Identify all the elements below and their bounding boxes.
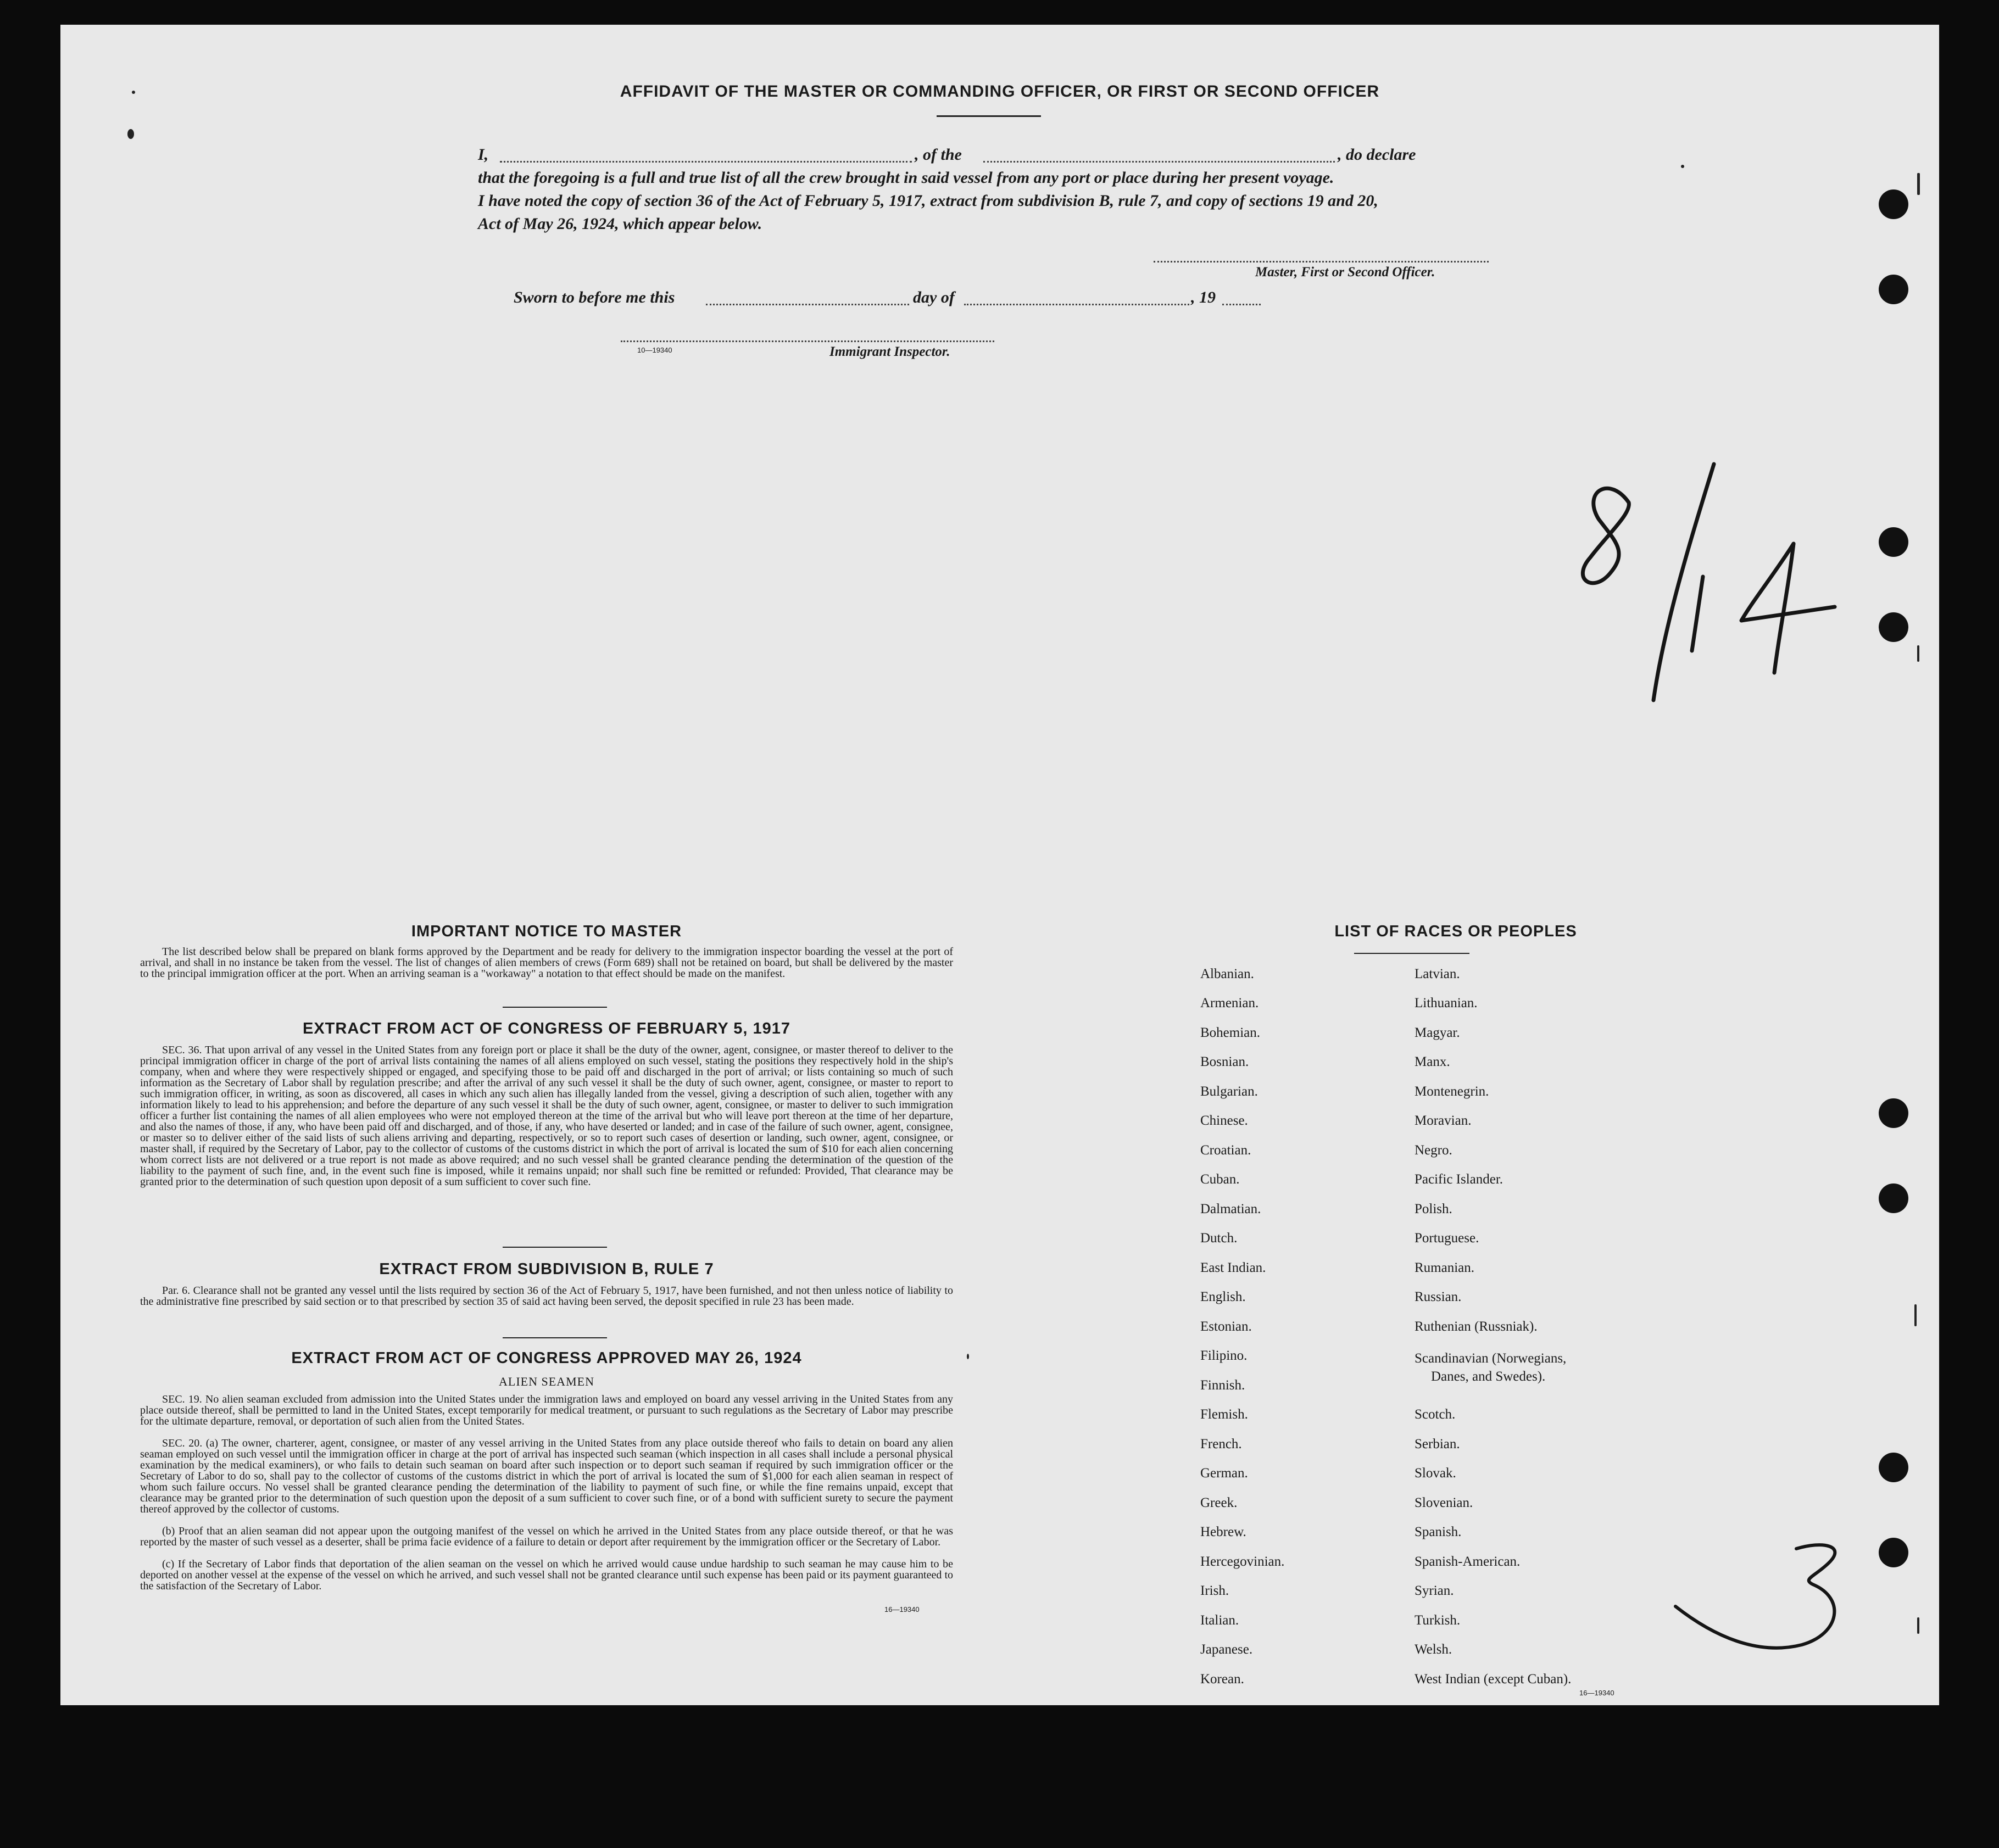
- race-item: Slovenian.: [1415, 1495, 1473, 1510]
- race-item: Greek.: [1200, 1495, 1238, 1510]
- race-item: Manx.: [1415, 1054, 1450, 1069]
- rule7-text: Par. 6. Clearance shall not be granted any vessel until the lists required by section 36 of the Act of February 5, 1917, have been furnished, and not then unless notice of liability to the administrative fine prescribed by said section or to that prescribed by section 35 of said act having been served, the deposit specified in rule 23 has been made.: [140, 1285, 953, 1308]
- rule7-title: EXTRACT FROM SUBDIVISION B, RULE 7: [379, 1260, 714, 1278]
- race-item: West Indian (except Cuban).: [1415, 1672, 1572, 1687]
- race-item: Irish.: [1200, 1583, 1229, 1598]
- race-item: Italian.: [1200, 1613, 1239, 1628]
- alien-seamen-subtitle: ALIEN SEAMEN: [499, 1375, 594, 1388]
- sec20c-text: (c) If the Secretary of Labor finds that deportation of the alien seaman on the vessel on which he arrived would cause undue hardship to such seaman he may cause him to be deported on another vessel at the expense of the vessel on which he arrived, and such vessel shall not be granted clearance until such expense has been paid or its payment guaranteed to the satisfaction of the Secretary of Labor.: [140, 1558, 953, 1592]
- race-item: Hebrew.: [1200, 1525, 1246, 1539]
- document-sheet: [60, 25, 1939, 1705]
- race-item: Montenegrin.: [1415, 1084, 1489, 1099]
- race-item: Cuban.: [1200, 1172, 1240, 1187]
- i-label: I,: [478, 146, 489, 164]
- sec20a-text: SEC. 20. (a) The owner, charterer, agent, consignee, or master of any vessel arriving in the United States from any place outside thereof who fails to detain on board any alien seaman employed on such vessel until the immigration officer in charge at the port of arrival has inspected such seaman (which inspection in all cases shall include a personal physical examination by the medical examiners), or who fails to detain such seaman on board after such inspection or to deport such seaman if required by such immigration officer or the Secretary of Labor to do so, shall pay to the collector of customs of the customs district in which the port of arrival is located the sum of $1,000 for each alien seaman in respect of whom such failure occurs. No vessel shall be granted clearance pending the determination of the liability to payment of such fine, or while the fine remains unpaid, except that clearance may be granted prior to the determination of such question upon the deposit of a sum sufficient to cover such fine, or of a bond with sufficient surety to secure the payment thereof approved by the collector of customs.: [140, 1437, 953, 1515]
- handwritten-mark: [1664, 1529, 1868, 1661]
- master-signature-line: [1154, 261, 1489, 263]
- race-item: Spanish-American.: [1415, 1554, 1521, 1569]
- notice-title: IMPORTANT NOTICE TO MASTER: [411, 923, 682, 940]
- extract-1917-title: EXTRACT FROM ACT OF CONGRESS OF FEBRUARY 5, 1917: [302, 1020, 791, 1037]
- sworn-label: Sworn to before me this: [514, 288, 675, 306]
- notice-rule: [503, 1007, 607, 1008]
- binder-hole: [1879, 1453, 1908, 1482]
- race-item: Moravian.: [1415, 1113, 1472, 1128]
- race-item: Filipino.: [1200, 1348, 1248, 1363]
- vessel-blank: [983, 161, 1335, 163]
- sworn-month-blank: [964, 304, 1189, 305]
- do-declare-label: , do declare: [1338, 146, 1416, 164]
- extract-1917-rule: [503, 1247, 607, 1248]
- race-item: Magyar.: [1415, 1025, 1460, 1040]
- sec20b-text: (b) Proof that an alien seaman did not appear upon the outgoing manifest of the vessel on which he arrived in the United States from any place outside thereof, or that he was reported by the master of such vessel as a deserter, shall be prima facie evidence of a failure to detain or deport after requirement by the immigration officer or the Secretary of Labor.: [140, 1525, 953, 1548]
- binder-hole: [1879, 275, 1908, 304]
- master-signature-label: Master, First or Second Officer.: [1255, 265, 1435, 280]
- race-item: Polish.: [1415, 1202, 1452, 1216]
- form-number-top: 10—19340: [637, 346, 672, 354]
- race-item: French.: [1200, 1437, 1242, 1451]
- sworn-line: [514, 288, 1216, 307]
- race-item: Japanese.: [1200, 1642, 1253, 1657]
- race-item: Estonian.: [1200, 1319, 1252, 1334]
- race-item: Lithuanian.: [1415, 996, 1478, 1010]
- race-item: Chinese.: [1200, 1113, 1248, 1128]
- year-label: , 19: [1191, 288, 1216, 306]
- race-item: Finnish.: [1200, 1378, 1245, 1393]
- race-item: Portuguese.: [1415, 1231, 1479, 1246]
- race-item: German.: [1200, 1466, 1248, 1481]
- race-item: Scandinavian (Norwegians,: [1415, 1351, 1567, 1366]
- race-item: Croatian.: [1200, 1143, 1251, 1158]
- race-item: Serbian.: [1415, 1437, 1460, 1451]
- affidavit-line1: [478, 146, 1571, 164]
- binder-hole: [1879, 527, 1908, 557]
- binder-hole: [1879, 1183, 1908, 1213]
- race-item: East Indian.: [1200, 1260, 1266, 1275]
- binder-hole: [1879, 1538, 1908, 1567]
- race-item: Turkish.: [1415, 1613, 1461, 1628]
- name-blank: [500, 161, 912, 163]
- sworn-day-blank: [706, 304, 909, 305]
- race-item: Negro.: [1415, 1143, 1452, 1158]
- race-item: Ruthenian (Russniak).: [1415, 1319, 1538, 1334]
- race-item: Korean.: [1200, 1672, 1244, 1687]
- binder-hole: [1879, 612, 1908, 642]
- form-number-left: 16—19340: [884, 1605, 920, 1613]
- race-item: Albanian.: [1200, 967, 1254, 981]
- race-item: Armenian.: [1200, 996, 1259, 1010]
- day-of-label: day of: [913, 288, 955, 306]
- affidavit-line2: that the foregoing is a full and true list of all the crew brought in said vessel from any port or place during her present voyage.: [478, 169, 1334, 187]
- race-item: Syrian.: [1415, 1583, 1454, 1598]
- handwritten-number: [1577, 442, 1884, 717]
- race-item: Danes, and Swedes).: [1431, 1369, 1546, 1384]
- affidavit-title: AFFIDAVIT OF THE MASTER OR COMMANDING OFFICER, OR FIRST OR SECOND OFFICER: [620, 82, 1380, 101]
- of-the-label: , of the: [915, 146, 962, 164]
- race-item: Flemish.: [1200, 1407, 1248, 1422]
- race-item: Bulgarian.: [1200, 1084, 1258, 1099]
- inspector-signature-line: [621, 340, 994, 342]
- race-item: Scotch.: [1415, 1407, 1456, 1422]
- inspector-signature-label: Immigrant Inspector.: [829, 344, 950, 359]
- title-underline: [937, 115, 1041, 117]
- race-item: Russian.: [1415, 1289, 1462, 1304]
- race-item: English.: [1200, 1289, 1246, 1304]
- sworn-year-blank: [1222, 304, 1261, 305]
- binder-hole: [1879, 189, 1908, 219]
- form-number-right: 16—19340: [1579, 1689, 1614, 1697]
- race-item: Welsh.: [1415, 1642, 1452, 1657]
- race-item: Rumanian.: [1415, 1260, 1475, 1275]
- affidavit-line4: Act of May 26, 1924, which appear below.: [478, 215, 762, 233]
- race-item: Hercegovinian.: [1200, 1554, 1285, 1569]
- race-item: Slovak.: [1415, 1466, 1456, 1481]
- rule7-rule: [503, 1337, 607, 1338]
- extract-1917-text: SEC. 36. That upon arrival of any vessel in the United States from any foreign port or place it shall be the duty of the owner, agent, consignee, or master thereof to deliver to the principal immigration officer in charge of the port of arrival lists containing the names of all aliens employed on such vessel, stating the positions they respectively hold in the ship's company, when and where they were respectively shipped or engaged, and specifying those to be paid off and discharged in the port of arrival; or lists containing so much of such information as the Secretary of Labor shall by regulation prescribe; and after the arrival of any such vessel it shall be the duty of such owner, agent, consignee, or master to report to such immigration officer, in writing, as soon as discovered, all cases in which any such alien has illegally landed from the vessel, giving a description of such alien, together with any information likely to lead to his apprehension; and before the departure of any such vessel it shall be the duty of such owner, agent, consignee, or master to deliver to such immigration officer a further list containing the names of all alien employees who were not employed thereon at the time of the arrival but who will leave port thereon at the time of her departure, and also the names of those, if any, who have been paid off and discharged, and of those, if any, who have deserted or landed; and in case of the failure of such owner, agent, consignee, or master so to deliver either of the said lists of such aliens arriving and departing, respectively, or so to report such cases of desertion or landing, such owner, agent, consignee, or master shall, if required by the Secretary of Labor, pay to the collector of customs of the customs district in which the port of arrival is located the sum of $10 for each alien concerning whom correct lists are not delivered or a true report is not made as above required; and no such vessel shall be granted clearance pending the determination of the question of the liability to the payment of such fine, and, in the event such fine is imposed, while it remains unpaid; nor shall such fine be remitted or refunded: Provided, That clearance may be granted prior to the determination of such question upon deposit of a sum sufficient to cover such fine.: [140, 1044, 953, 1188]
- affidavit-line3: I have noted the copy of section 36 of the Act of February 5, 1917, extract from subdivision B, rule 7, and copy of sections 19 and 20,: [478, 192, 1378, 210]
- notice-text: The list described below shall be prepared on blank forms approved by the Department and be ready for delivery to the immigration inspector boarding the vessel at the port of arrival, and shall in no instance be taken from the vessel. The list of changes of alien members of crews (Form 689) shall not be retained on board, but shall be delivered by the master to the principal immigration officer at the port. When an arriving seaman is a "workaway" a notation to that effect should be made on the manifest.: [140, 946, 953, 980]
- races-title: LIST OF RACES OR PEOPLES: [1334, 923, 1577, 940]
- races-rule: [1354, 953, 1469, 954]
- race-item: Dutch.: [1200, 1231, 1238, 1246]
- race-item: Bohemian.: [1200, 1025, 1261, 1040]
- binder-hole: [1879, 1098, 1908, 1128]
- sec19-text: SEC. 19. No alien seaman excluded from admission into the United States under the immigration laws and employed on board any vessel arriving in the United States from any place outside thereof, shall be permitted to land in the United States, except temporarily for medical treatment, or pursuant to such regulations as the Secretary of Labor may prescribe for the ultimate departure, removal, or deportation of such alien from the United States.: [140, 1393, 953, 1427]
- race-item: Dalmatian.: [1200, 1202, 1261, 1216]
- race-item: Spanish.: [1415, 1525, 1462, 1539]
- race-item: Pacific Islander.: [1415, 1172, 1504, 1187]
- race-item: Bosnian.: [1200, 1054, 1249, 1069]
- extract-1924-title: EXTRACT FROM ACT OF CONGRESS APPROVED MAY 26, 1924: [291, 1349, 802, 1367]
- race-item: Latvian.: [1415, 967, 1460, 981]
